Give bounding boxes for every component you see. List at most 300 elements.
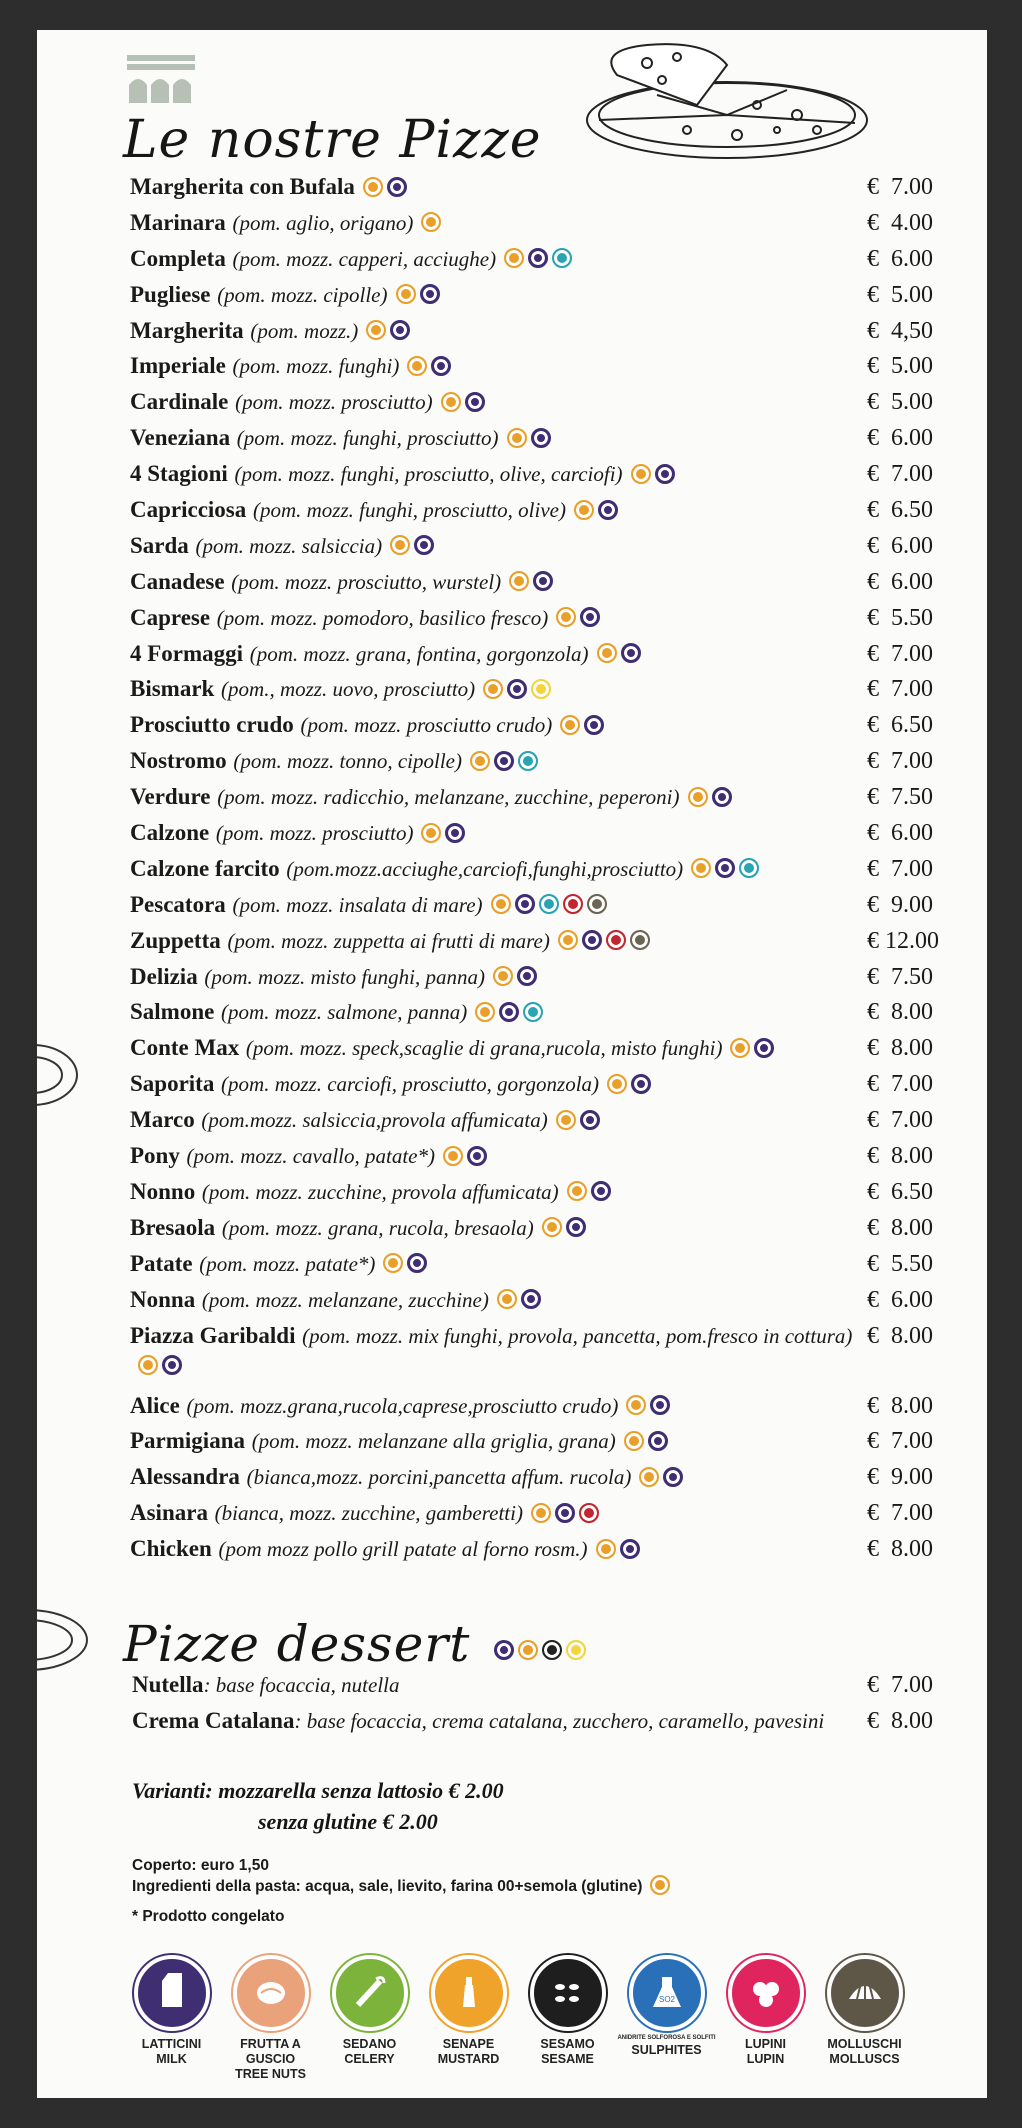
milk-allergen-icon <box>507 679 527 699</box>
menu-item <box>130 1321 980 1391</box>
dessert-item-name: Nutella <box>132 1672 204 1697</box>
menu-item-description <box>130 1426 870 1456</box>
gluten-icon <box>507 428 527 448</box>
dessert-item <box>132 1706 982 1776</box>
allergen-legend-item <box>617 1955 716 2082</box>
menu-item-price: € 7.00 <box>867 748 933 775</box>
svg-text:SO2: SO2 <box>658 1995 675 2004</box>
milk-allergen-icon <box>407 1253 427 1273</box>
menu-item-name: 4 Formaggi <box>130 640 244 666</box>
menu-item-ingredients: (pom. mozz. melanzane, zucchine) <box>201 1287 489 1312</box>
menu-item <box>130 1141 980 1177</box>
menu-item <box>130 316 980 352</box>
menu-item-description <box>130 1141 870 1171</box>
menu-item-ingredients: (pom. mozz. prosciutto) <box>235 390 433 415</box>
fish-allergen-icon <box>539 894 559 914</box>
dessert-item-description <box>132 1706 872 1736</box>
menu-item-description <box>130 316 870 346</box>
menu-item-price: € 7.50 <box>867 963 933 990</box>
menu-item-description <box>130 603 870 633</box>
menu-item <box>130 1498 980 1534</box>
crustacean-allergen-icon <box>606 930 626 950</box>
menu-item-ingredients: (pom. mozz. cipolle) <box>217 282 388 307</box>
gluten-icon <box>688 787 708 807</box>
allergen-legend-label: LUPINI LUPIN <box>745 2037 786 2066</box>
menu-item-ingredients: (pom. aglio, origano) <box>232 210 414 235</box>
frozen-product-note: * Prodotto congelato <box>132 1908 285 1925</box>
menu-item-ingredients: (bianca, mozz. zucchine, gamberetti) <box>214 1501 523 1526</box>
menu-item-name: Saporita <box>130 1071 215 1097</box>
menu-item-description <box>130 890 870 920</box>
menu-item-description <box>130 710 870 740</box>
menu-item-ingredients: (pom. mozz. zucchine, provola affumicata) <box>201 1179 559 1204</box>
gluten-icon <box>407 356 427 376</box>
dessert-item-ingredients: : base focaccia, nutella <box>203 1673 400 1697</box>
menu-item-description <box>130 459 870 489</box>
menu-item <box>130 890 980 926</box>
menu-item-name: Nostromo <box>130 748 227 774</box>
milk-allergen-icon <box>420 284 440 304</box>
fish-allergen-icon <box>739 858 759 878</box>
menu-item-ingredients: (pom. mozz. capperi, acciughe) <box>232 246 497 271</box>
nuts-icon <box>233 1955 309 2031</box>
allergen-legend-label: SESAMO SESAME <box>540 2037 595 2066</box>
milk-allergen-icon <box>620 1539 640 1559</box>
menu-item-description <box>130 208 870 238</box>
menu-item-name: Cardinale <box>130 389 229 415</box>
menu-item <box>130 818 980 854</box>
menu-item-ingredients: (pom. mozz. grana, rucola, bresaola) <box>221 1215 534 1240</box>
menu-item-name: Bresaola <box>130 1214 216 1240</box>
menu-item <box>130 1249 980 1285</box>
allergen-legend-label: FRUTTA A GUSCIO TREE NUTS <box>235 2037 306 2081</box>
allergen-legend-sublabel: ANIDRITE SOLFOROSA E SOLFITI <box>617 2035 716 2041</box>
menu-item-name: Prosciutto crudo <box>130 712 294 738</box>
menu-item-ingredients: (pom. mozz. carciofi, prosciutto, gorgonzola) <box>221 1072 600 1097</box>
menu-item-price: € 7.00 <box>867 461 933 488</box>
menu-item <box>130 567 980 603</box>
shell-icon <box>827 1955 903 2031</box>
lupin-icon <box>728 1955 804 2031</box>
milk-allergen-icon <box>521 1289 541 1309</box>
menu-item-ingredients: (pom. mozz. tonno, cipolle) <box>233 749 463 774</box>
allergen-legend-item <box>518 1955 617 2082</box>
menu-item-name: Verdure <box>130 784 211 810</box>
pizza-illustration-icon <box>537 35 877 165</box>
gluten-icon <box>421 212 441 232</box>
allergen-legend-item <box>221 1955 320 2082</box>
menu-item-price: € 12.00 <box>867 927 939 954</box>
gluten-icon <box>607 1074 627 1094</box>
milk-allergen-icon <box>445 823 465 843</box>
menu-item-price: € 5.00 <box>867 353 933 380</box>
menu-item-description <box>130 997 870 1027</box>
menu-item-description <box>130 639 870 669</box>
menu-item <box>130 1462 980 1498</box>
menu-item-price: € 9.00 <box>867 891 933 918</box>
milk-allergen-icon <box>467 1146 487 1166</box>
gluten-icon <box>531 1503 551 1523</box>
menu-item-description <box>130 782 870 812</box>
mollusc-allergen-icon <box>587 894 607 914</box>
plate-illustration-icon <box>37 1600 97 1690</box>
menu-item-price: € 6.50 <box>867 497 933 524</box>
gluten-icon <box>596 1539 616 1559</box>
allergen-legend-label: SEDANO CELERY <box>342 2037 397 2066</box>
menu-item <box>130 746 980 782</box>
menu-item-description <box>130 1321 870 1381</box>
milk-allergen-icon <box>566 1217 586 1237</box>
menu-item <box>130 639 980 675</box>
menu-item-name: Salmone <box>130 999 215 1025</box>
menu-item-price: € 6.00 <box>867 532 933 559</box>
menu-item <box>130 603 980 639</box>
menu-item-name: Alice <box>130 1392 180 1418</box>
dessert-item <box>132 1670 982 1706</box>
menu-item-ingredients: (pom mozz pollo grill patate al forno rosm.) <box>218 1537 588 1562</box>
menu-item-name: Imperiale <box>130 353 226 379</box>
menu-item <box>130 423 980 459</box>
menu-item-ingredients: (pom. mozz. funghi, prosciutto, olive) <box>252 498 566 523</box>
menu-item-description <box>130 1069 870 1099</box>
menu-item-description <box>130 746 870 776</box>
menu-item-ingredients: (pom. mozz. grana, fontina, gorgonzola) <box>249 641 589 666</box>
pizza-list <box>130 172 980 1570</box>
menu-item <box>130 172 980 208</box>
milk-allergen-icon <box>580 1110 600 1130</box>
milk-allergen-icon <box>531 428 551 448</box>
menu-item-description <box>130 1462 870 1492</box>
gluten-icon <box>626 1395 646 1415</box>
menu-item-price: € 7.50 <box>867 784 933 811</box>
menu-item-price: € 4,50 <box>867 317 933 344</box>
menu-item <box>130 1285 980 1321</box>
menu-item-description <box>130 1498 870 1528</box>
menu-item-ingredients: (pom. mozz. zuppetta ai frutti di mare) <box>227 928 550 953</box>
menu-item-ingredients: (pom. mozz. funghi, prosciutto, olive, carciofi) <box>234 462 623 487</box>
menu-item <box>130 997 980 1033</box>
crustacean-allergen-icon <box>563 894 583 914</box>
menu-item-price: € 6.50 <box>867 712 933 739</box>
menu-item-ingredients: (pom. mozz. funghi) <box>232 354 400 379</box>
menu-item-price: € 8.00 <box>867 1214 933 1241</box>
menu-item-description <box>130 495 870 525</box>
menu-item-ingredients: (pom. mozz. salmone, panna) <box>221 1000 468 1025</box>
menu-item-name: Nonna <box>130 1286 196 1312</box>
menu-item <box>130 387 980 423</box>
milk-allergen-icon <box>528 248 548 268</box>
egg-allergen-icon <box>531 679 551 699</box>
menu-item-ingredients: (pom. mozz. prosciutto crudo) <box>300 713 553 738</box>
main-section-title: Le nostre Pizze <box>123 110 542 170</box>
menu-item <box>130 674 980 710</box>
gluten-icon <box>366 320 386 340</box>
crustacean-allergen-icon <box>579 1503 599 1523</box>
allergen-legend-label: SENAPE MUSTARD <box>437 2037 500 2066</box>
milk-allergen-icon <box>555 1503 575 1523</box>
dessert-item-name: Crema Catalana <box>132 1707 295 1733</box>
milk-allergen-icon <box>584 715 604 735</box>
menu-item-name: Margherita <box>130 317 244 343</box>
menu-item-price: € 8.00 <box>867 1536 933 1563</box>
menu-item-description <box>130 387 870 417</box>
menu-item <box>130 962 980 998</box>
milk-allergen-icon <box>582 930 602 950</box>
menu-item-ingredients: (pom. mozz. funghi, prosciutto) <box>236 426 499 451</box>
gluten-icon <box>509 571 529 591</box>
menu-item-ingredients: (pom. mozz. prosciutto, wurstel) <box>231 569 502 594</box>
menu-item-price: € 6.50 <box>867 1178 933 1205</box>
menu-item <box>130 1534 980 1570</box>
sesame-icon <box>530 1955 606 2031</box>
gluten-icon <box>470 751 490 771</box>
milk-allergen-icon <box>465 392 485 412</box>
gluten-icon <box>556 607 576 627</box>
menu-item-ingredients: (pom. mozz. speck,scaglie di grana,rucola, misto funghi) <box>245 1036 723 1061</box>
menu-item-name: Conte Max <box>130 1035 240 1061</box>
menu-item <box>130 280 980 316</box>
menu-item <box>130 351 980 387</box>
mustard-icon <box>431 1955 507 2031</box>
menu-item-ingredients: (pom. mozz.) <box>250 318 359 343</box>
allergen-legend-item <box>815 1955 914 2082</box>
gluten-icon <box>691 858 711 878</box>
menu-item <box>130 782 980 818</box>
menu-item-ingredients: (pom. mozz. radicchio, melanzane, zucchine, peperoni) <box>217 785 680 810</box>
mushroom-illustration-icon <box>37 1030 87 1120</box>
menu-item-ingredients: (pom. mozz. mix funghi, provola, pancetta, pom.fresco in cottura) <box>302 1323 853 1348</box>
gluten-icon <box>639 1467 659 1487</box>
menu-item-description <box>130 244 870 274</box>
menu-item-description <box>130 531 870 561</box>
menu-item-name: Veneziana <box>130 425 231 451</box>
menu-item-price: € 7.00 <box>867 855 933 882</box>
menu-item-ingredients: (pom. mozz.grana,rucola,caprese,prosciutto crudo) <box>186 1393 619 1418</box>
menu-item-name: Asinara <box>130 1500 208 1526</box>
menu-item-ingredients: (pom. mozz. misto funghi, panna) <box>204 964 485 989</box>
menu-item-ingredients: (pom. mozz. melanzane alla griglia, grana) <box>251 1429 616 1454</box>
milk-allergen-icon <box>494 751 514 771</box>
allergen-legend-item <box>320 1955 419 2082</box>
menu-item-name: Canadese <box>130 568 225 594</box>
gluten-icon <box>631 464 651 484</box>
dessert-item-ingredients: : base focaccia, crema catalana, zucchero, caramello, pavesini <box>294 1708 825 1733</box>
milk-allergen-icon <box>414 535 434 555</box>
milk-allergen-icon <box>162 1355 182 1375</box>
menu-item-name: Caprese <box>130 604 211 630</box>
milk-allergen-icon <box>591 1181 611 1201</box>
menu-item-description <box>130 1534 870 1564</box>
gluten-icon <box>567 1181 587 1201</box>
menu-item-name: Pescatora <box>130 891 226 917</box>
menu-item <box>130 926 980 962</box>
allergen-legend-label: MOLLUSCHI MOLLUSCS <box>827 2037 902 2066</box>
milk-allergen-icon <box>390 320 410 340</box>
menu-item-name: Parmigiana <box>130 1428 245 1454</box>
gluten-icon <box>542 1217 562 1237</box>
sesame-allergen-icon <box>542 1640 562 1660</box>
menu-item-name: Chicken <box>130 1536 212 1562</box>
menu-item-price: € 8.00 <box>867 1392 933 1419</box>
gluten-icon <box>138 1355 158 1375</box>
menu-item-name: Bismark <box>130 676 215 702</box>
menu-item-price: € 9.00 <box>867 1464 933 1491</box>
menu-item-ingredients: (pom. mozz. prosciutto) <box>215 821 414 846</box>
milk-allergen-icon <box>598 500 618 520</box>
menu-item-ingredients: (pom. mozz. patate*) <box>199 1251 376 1276</box>
dessert-item-price: € 7.00 <box>867 1672 933 1698</box>
dessert-title-text: Pizze dessert <box>123 1615 471 1673</box>
gluten-icon <box>624 1431 644 1451</box>
menu-item-name: Margherita con Bufala <box>130 174 355 199</box>
milk-allergen-icon <box>648 1431 668 1451</box>
variants-block <box>132 1775 504 1837</box>
menu-item <box>130 1213 980 1249</box>
menu-item-price: € 6.00 <box>867 245 933 272</box>
menu-item <box>130 459 980 495</box>
menu-item-price: € 7.00 <box>867 1107 933 1134</box>
milk-carton-icon <box>134 1955 210 2031</box>
milk-allergen-icon <box>715 858 735 878</box>
menu-item-description <box>130 1391 870 1421</box>
gluten-icon <box>421 823 441 843</box>
menu-item-price: € 8.00 <box>867 1035 933 1062</box>
menu-item <box>130 710 980 746</box>
menu-item-ingredients: (pom.mozz. salsiccia,provola affumicata) <box>201 1108 548 1133</box>
milk-allergen-icon <box>387 177 407 197</box>
allergen-legend-item <box>122 1955 221 2082</box>
gluten-icon <box>556 1110 576 1130</box>
menu-item-name: Completa <box>130 245 226 271</box>
milk-allergen-icon <box>515 894 535 914</box>
cover-charge-note: Coperto: euro 1,50 <box>132 1857 269 1874</box>
menu-item-ingredients: (pom. mozz. salsiccia) <box>195 533 383 558</box>
allergen-legend <box>122 1955 972 2082</box>
dessert-item-description <box>132 1670 872 1700</box>
fish-allergen-icon <box>552 248 572 268</box>
menu-item-name: Zuppetta <box>130 927 221 953</box>
gluten-icon <box>475 1002 495 1022</box>
egg-allergen-icon <box>566 1640 586 1660</box>
dessert-item-price: € 8.00 <box>867 1707 933 1734</box>
menu-item-price: € 4.00 <box>867 209 933 236</box>
gluten-icon <box>363 177 383 197</box>
menu-item <box>130 1426 980 1462</box>
menu-item-description <box>130 351 870 381</box>
gluten-icon <box>443 1146 463 1166</box>
menu-item-price: € 7.00 <box>867 1500 933 1527</box>
milk-allergen-icon <box>650 1395 670 1415</box>
notes-block <box>132 1855 670 1927</box>
menu-item-price: € 6.00 <box>867 1286 933 1313</box>
gluten-icon <box>383 1253 403 1273</box>
gluten-icon <box>558 930 578 950</box>
milk-allergen-icon <box>655 464 675 484</box>
gluten-icon <box>650 1875 670 1895</box>
menu-item <box>130 1177 980 1213</box>
menu-item-name: Delizia <box>130 963 198 989</box>
menu-item <box>130 531 980 567</box>
menu-item-name: Nonno <box>130 1178 196 1204</box>
gluten-icon <box>491 894 511 914</box>
milk-allergen-icon <box>431 356 451 376</box>
milk-allergen-icon <box>621 643 641 663</box>
dessert-section-title <box>123 1615 586 1677</box>
menu-item-ingredients: (pom.mozz.acciughe,carciofi,funghi,prosciutto) <box>286 856 684 881</box>
arcade-logo-icon <box>127 55 195 103</box>
gluten-icon <box>396 284 416 304</box>
menu-item-description <box>130 818 870 848</box>
menu-item-description <box>130 1285 870 1315</box>
fish-allergen-icon <box>523 1002 543 1022</box>
gluten-icon <box>504 248 524 268</box>
menu-item-description <box>130 1177 870 1207</box>
menu-item-description <box>130 1105 870 1135</box>
menu-item-description <box>130 674 870 704</box>
gluten-icon <box>390 535 410 555</box>
menu-item-price: € 7.00 <box>867 174 933 200</box>
milk-allergen-icon <box>754 1038 774 1058</box>
menu-item-price: € 7.00 <box>867 676 933 703</box>
menu-item <box>130 1033 980 1069</box>
menu-page <box>37 30 987 2098</box>
dessert-allergen-icons <box>486 1619 586 1677</box>
dough-ingredients-text: Ingredienti della pasta: acqua, sale, lievito, farina 00+semola (glutine) <box>132 1878 643 1895</box>
menu-item-description <box>130 962 870 992</box>
celery-icon <box>332 1955 408 2031</box>
menu-item-name: 4 Stagioni <box>130 461 228 487</box>
menu-item-ingredients: (pom. mozz. cavallo, patate*) <box>186 1144 435 1169</box>
allergen-legend-label: SULPHITES <box>631 2043 702 2057</box>
menu-item-name: Piazza Garibaldi <box>130 1322 296 1348</box>
menu-item-price: € 8.00 <box>867 1143 933 1170</box>
gluten-icon <box>518 1640 538 1660</box>
gluten-icon <box>483 679 503 699</box>
gluten-icon <box>441 392 461 412</box>
milk-allergen-icon <box>494 1640 514 1660</box>
variants-line-2: senza glutine € 2.00 <box>258 1809 438 1834</box>
menu-item-description <box>130 423 870 453</box>
menu-item-price: € 6.00 <box>867 820 933 847</box>
sulphites-icon <box>629 1955 705 2031</box>
fish-allergen-icon <box>518 751 538 771</box>
menu-item-name: Marco <box>130 1107 195 1133</box>
menu-item-ingredients: (bianca,mozz. porcini,pancetta affum. rucola) <box>246 1465 632 1490</box>
menu-item <box>130 495 980 531</box>
gluten-icon <box>497 1289 517 1309</box>
menu-item-name: Pony <box>130 1143 180 1169</box>
milk-allergen-icon <box>580 607 600 627</box>
allergen-legend-label: LATTICINI MILK <box>141 2037 202 2066</box>
menu-item-price: € 5.00 <box>867 389 933 416</box>
menu-item <box>130 244 980 280</box>
menu-item-description <box>130 567 870 597</box>
gluten-icon <box>730 1038 750 1058</box>
menu-item <box>130 1391 980 1427</box>
menu-item-name: Calzone farcito <box>130 855 280 881</box>
menu-item-description <box>130 1249 870 1279</box>
milk-allergen-icon <box>631 1074 651 1094</box>
mollusc-allergen-icon <box>630 930 650 950</box>
menu-item-ingredients: (pom. mozz. insalata di mare) <box>232 892 483 917</box>
menu-item-description <box>130 1213 870 1243</box>
menu-item-name: Sarda <box>130 532 189 558</box>
menu-item-price: € 5.00 <box>867 281 933 308</box>
variants-line-1: Varianti: mozzarella senza lattosio € 2.00 <box>132 1778 504 1803</box>
menu-item-ingredients: (pom. mozz. pomodoro, basilico fresco) <box>216 605 549 630</box>
menu-item-price: € 8.00 <box>867 1322 933 1349</box>
milk-allergen-icon <box>499 1002 519 1022</box>
